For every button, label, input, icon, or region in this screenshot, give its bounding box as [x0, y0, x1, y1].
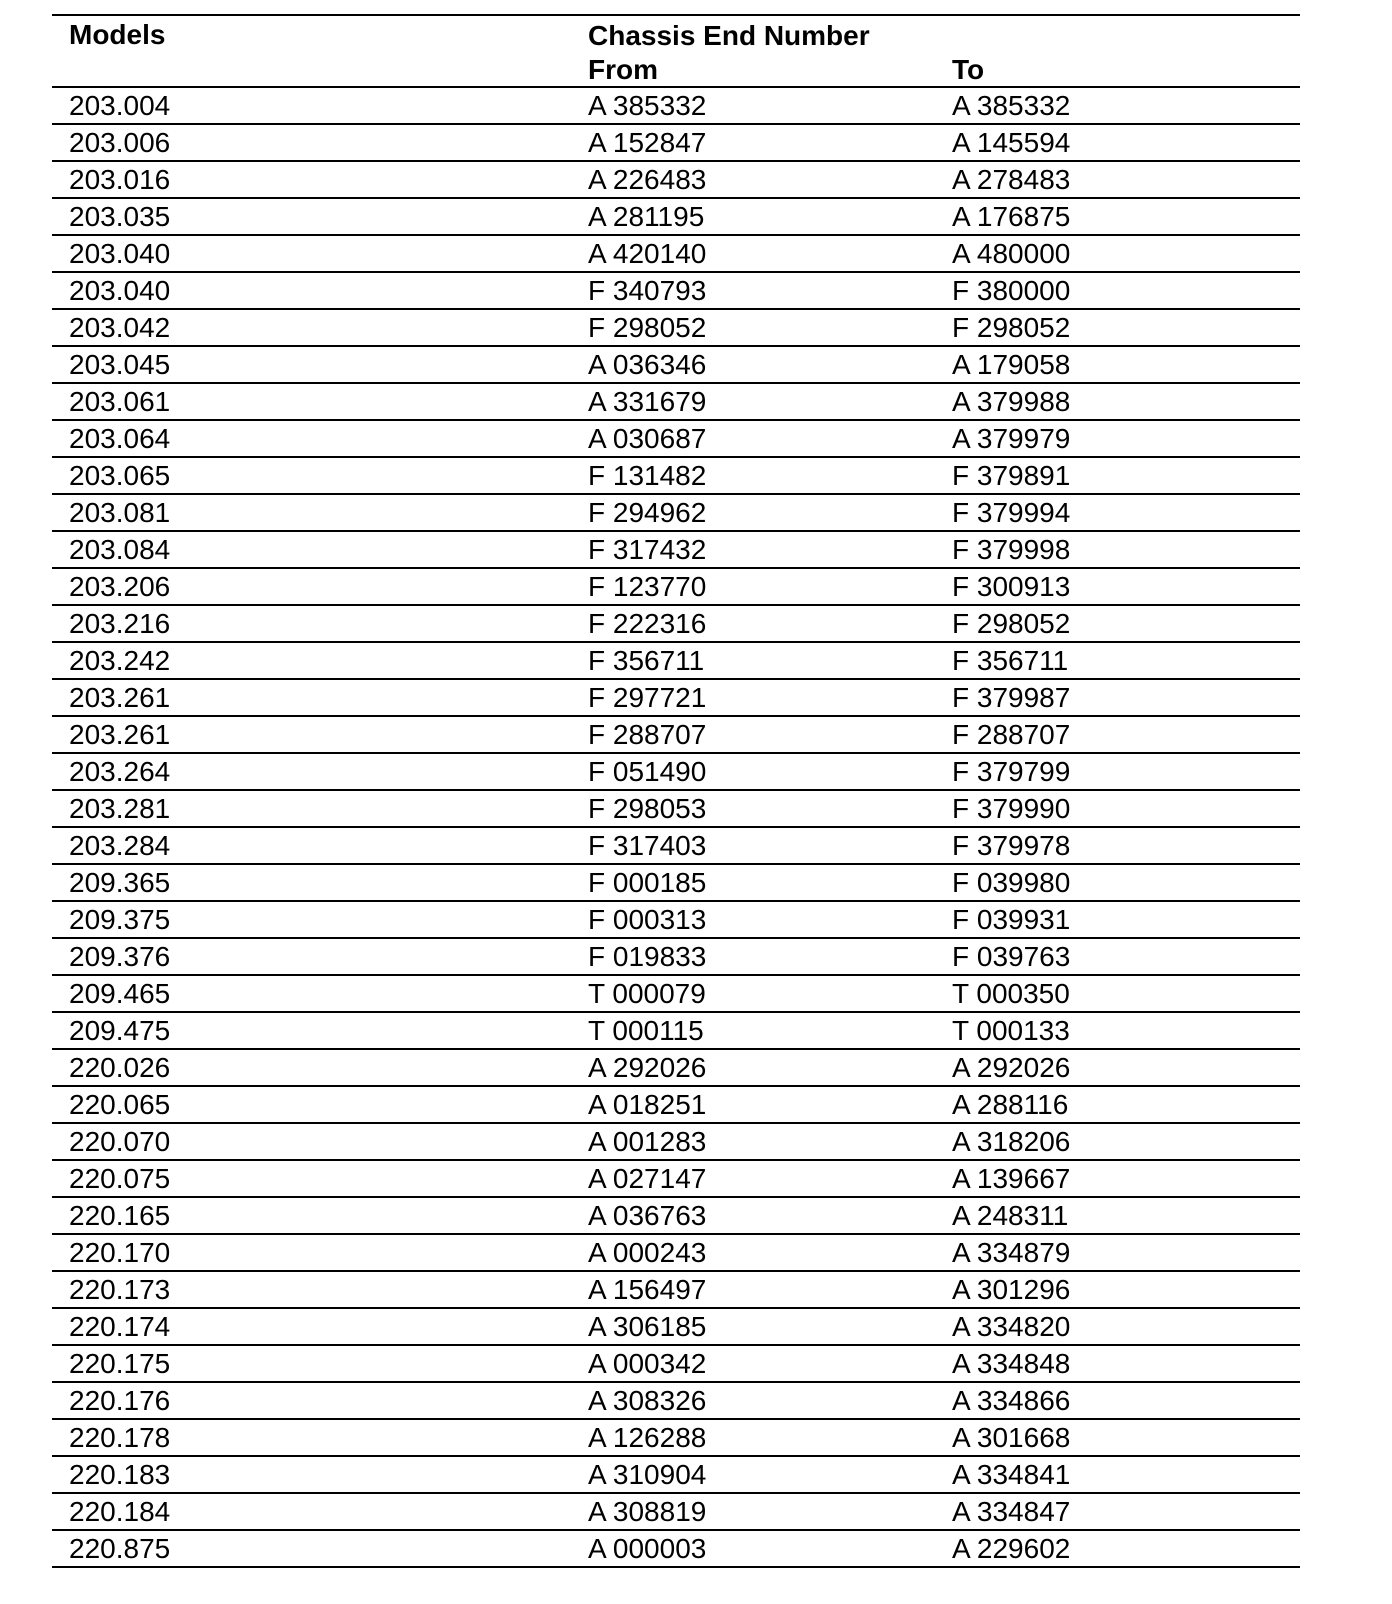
table-row: [52, 1457, 1300, 1494]
cell-model: 203.042: [69, 312, 171, 343]
table-row: [52, 606, 1300, 643]
cell-model: 220.165: [69, 1200, 171, 1231]
table-row: [52, 680, 1300, 717]
cell-to: A 301668: [952, 1422, 1071, 1453]
cell-from: F 222316: [588, 608, 707, 639]
cell-from: F 051490: [588, 756, 707, 787]
cell-model: 203.006: [69, 127, 171, 158]
cell-from: A 331679: [588, 386, 707, 417]
cell-to: A 292026: [952, 1052, 1071, 1083]
cell-to: A 334847: [952, 1496, 1071, 1527]
cell-to: F 298052: [952, 312, 1071, 343]
table-header: [52, 16, 1300, 88]
cell-to: F 379987: [952, 682, 1071, 713]
cell-from: A 027147: [588, 1163, 707, 1194]
cell-to: A 480000: [952, 238, 1071, 269]
cell-to: A 229602: [952, 1533, 1071, 1564]
cell-to: F 379994: [952, 497, 1071, 528]
cell-from: F 298053: [588, 793, 707, 824]
cell-to: F 298052: [952, 608, 1071, 639]
table-row: [52, 1309, 1300, 1346]
cell-model: 203.016: [69, 164, 171, 195]
cell-from: A 306185: [588, 1311, 707, 1342]
table-row: [52, 1420, 1300, 1457]
table-row: [52, 421, 1300, 458]
table-row: [52, 310, 1300, 347]
cell-from: A 308326: [588, 1385, 707, 1416]
table-row: [52, 273, 1300, 310]
table-row: [52, 569, 1300, 606]
cell-from: A 036346: [588, 349, 707, 380]
cell-to: A 145594: [952, 127, 1071, 158]
cell-model: 220.176: [69, 1385, 171, 1416]
cell-to: F 300913: [952, 571, 1071, 602]
cell-to: A 288116: [952, 1089, 1069, 1120]
cell-from: A 385332: [588, 90, 707, 121]
table-row: [52, 643, 1300, 680]
table-row: [52, 754, 1300, 791]
cell-to: F 379799: [952, 756, 1071, 787]
cell-model: 209.375: [69, 904, 171, 935]
cell-model: 220.065: [69, 1089, 171, 1120]
header-from: From: [588, 54, 658, 85]
cell-from: A 001283: [588, 1126, 707, 1157]
cell-from: F 000185: [588, 867, 707, 898]
cell-to: F 379891: [952, 460, 1071, 491]
table-row: [52, 1124, 1300, 1161]
cell-model: 220.184: [69, 1496, 171, 1527]
cell-model: 203.035: [69, 201, 171, 232]
cell-from: F 288707: [588, 719, 707, 750]
cell-model: 220.026: [69, 1052, 171, 1083]
table-row: [52, 162, 1300, 199]
table-row: [52, 1235, 1300, 1272]
cell-from: F 000313: [588, 904, 707, 935]
table-row: [52, 791, 1300, 828]
cell-from: F 340793: [588, 275, 707, 306]
cell-model: 220.173: [69, 1274, 171, 1305]
cell-from: A 000342: [588, 1348, 707, 1379]
table-row: [52, 1087, 1300, 1124]
cell-to: A 334820: [952, 1311, 1071, 1342]
cell-to: F 379990: [952, 793, 1071, 824]
cell-from: F 356711: [588, 645, 705, 676]
cell-to: A 334841: [952, 1459, 1071, 1490]
cell-from: A 310904: [588, 1459, 707, 1490]
cell-model: 203.040: [69, 238, 171, 269]
header-chassis-end-number: Chassis End Number: [588, 20, 870, 51]
cell-to: F 356711: [952, 645, 1069, 676]
cell-to: F 380000: [952, 275, 1071, 306]
header-models: Models: [69, 19, 166, 50]
cell-to: F 379978: [952, 830, 1071, 861]
cell-from: A 036763: [588, 1200, 707, 1231]
cell-from: F 298052: [588, 312, 707, 343]
cell-from: A 292026: [588, 1052, 707, 1083]
cell-from: A 000003: [588, 1533, 707, 1564]
cell-to: A 248311: [952, 1200, 1069, 1231]
cell-model: 203.040: [69, 275, 171, 306]
cell-model: 203.242: [69, 645, 171, 676]
cell-model: 209.365: [69, 867, 171, 898]
cell-to: T 000133: [952, 1015, 1070, 1046]
cell-from: F 131482: [588, 460, 707, 491]
table-row: [52, 1383, 1300, 1420]
table-row: [52, 1531, 1300, 1568]
cell-to: F 039931: [952, 904, 1071, 935]
cell-from: A 420140: [588, 238, 707, 269]
table-row: [52, 236, 1300, 273]
cell-model: 203.065: [69, 460, 171, 491]
cell-from: F 317403: [588, 830, 707, 861]
cell-from: A 000243: [588, 1237, 707, 1268]
cell-to: F 288707: [952, 719, 1071, 750]
cell-to: A 301296: [952, 1274, 1071, 1305]
cell-from: T 000115: [588, 1015, 704, 1046]
cell-from: A 226483: [588, 164, 707, 195]
table-row: [52, 88, 1300, 125]
cell-from: T 000079: [588, 978, 706, 1009]
table-row: [52, 384, 1300, 421]
cell-model: 203.061: [69, 386, 171, 417]
cell-to: A 334848: [952, 1348, 1071, 1379]
cell-to: A 334879: [952, 1237, 1071, 1268]
table-row: [52, 199, 1300, 236]
cell-model: 220.170: [69, 1237, 171, 1268]
table-row: [52, 717, 1300, 754]
cell-to: A 385332: [952, 90, 1071, 121]
cell-model: 203.281: [69, 793, 171, 824]
cell-model: 203.206: [69, 571, 171, 602]
cell-from: A 126288: [588, 1422, 707, 1453]
table-row: [52, 1013, 1300, 1050]
cell-model: 209.376: [69, 941, 171, 972]
table-row: [52, 1346, 1300, 1383]
header-to: To: [952, 54, 985, 85]
cell-from: A 018251: [588, 1089, 707, 1120]
cell-model: 220.075: [69, 1163, 171, 1194]
cell-to: F 039980: [952, 867, 1071, 898]
cell-to: A 278483: [952, 164, 1071, 195]
cell-from: F 019833: [588, 941, 707, 972]
cell-from: F 294962: [588, 497, 707, 528]
cell-model: 203.081: [69, 497, 171, 528]
table-row: [52, 495, 1300, 532]
cell-model: 203.261: [69, 682, 171, 713]
table-row: [52, 125, 1300, 162]
table-row: [52, 347, 1300, 384]
cell-from: F 123770: [588, 571, 707, 602]
cell-to: F 379998: [952, 534, 1071, 565]
cell-from: A 030687: [588, 423, 707, 454]
cell-model: 220.183: [69, 1459, 171, 1490]
cell-model: 220.175: [69, 1348, 171, 1379]
cell-from: A 308819: [588, 1496, 707, 1527]
cell-to: T 000350: [952, 978, 1070, 1009]
cell-model: 203.284: [69, 830, 171, 861]
chassis-table: [52, 14, 1300, 1568]
cell-to: A 139667: [952, 1163, 1071, 1194]
cell-from: A 281195: [588, 201, 705, 232]
cell-model: 209.465: [69, 978, 171, 1009]
table-row: [52, 532, 1300, 569]
table-row: [52, 939, 1300, 976]
cell-model: 203.004: [69, 90, 171, 121]
cell-model: 203.084: [69, 534, 171, 565]
table-row: [52, 1198, 1300, 1235]
cell-to: A 318206: [952, 1126, 1071, 1157]
table-row: [52, 1050, 1300, 1087]
table-row: [52, 865, 1300, 902]
cell-to: A 176875: [952, 201, 1071, 232]
cell-model: 203.064: [69, 423, 171, 454]
cell-from: F 297721: [588, 682, 707, 713]
table-row: [52, 1161, 1300, 1198]
cell-to: A 379979: [952, 423, 1071, 454]
cell-model: 220.875: [69, 1533, 171, 1564]
cell-model: 203.261: [69, 719, 171, 750]
table-row: [52, 1494, 1300, 1531]
table-row: [52, 828, 1300, 865]
cell-from: A 156497: [588, 1274, 707, 1305]
cell-from: A 152847: [588, 127, 707, 158]
table-row: [52, 458, 1300, 495]
cell-model: 203.045: [69, 349, 171, 380]
table-body: [52, 88, 1300, 1568]
cell-model: 209.475: [69, 1015, 171, 1046]
cell-to: A 334866: [952, 1385, 1071, 1416]
cell-model: 220.178: [69, 1422, 171, 1453]
cell-model: 203.264: [69, 756, 171, 787]
cell-model: 220.070: [69, 1126, 171, 1157]
cell-to: A 179058: [952, 349, 1071, 380]
table-row: [52, 1272, 1300, 1309]
cell-to: A 379988: [952, 386, 1071, 417]
table-row: [52, 902, 1300, 939]
cell-model: 203.216: [69, 608, 171, 639]
cell-from: F 317432: [588, 534, 707, 565]
cell-model: 220.174: [69, 1311, 171, 1342]
cell-to: F 039763: [952, 941, 1071, 972]
table-row: [52, 976, 1300, 1013]
